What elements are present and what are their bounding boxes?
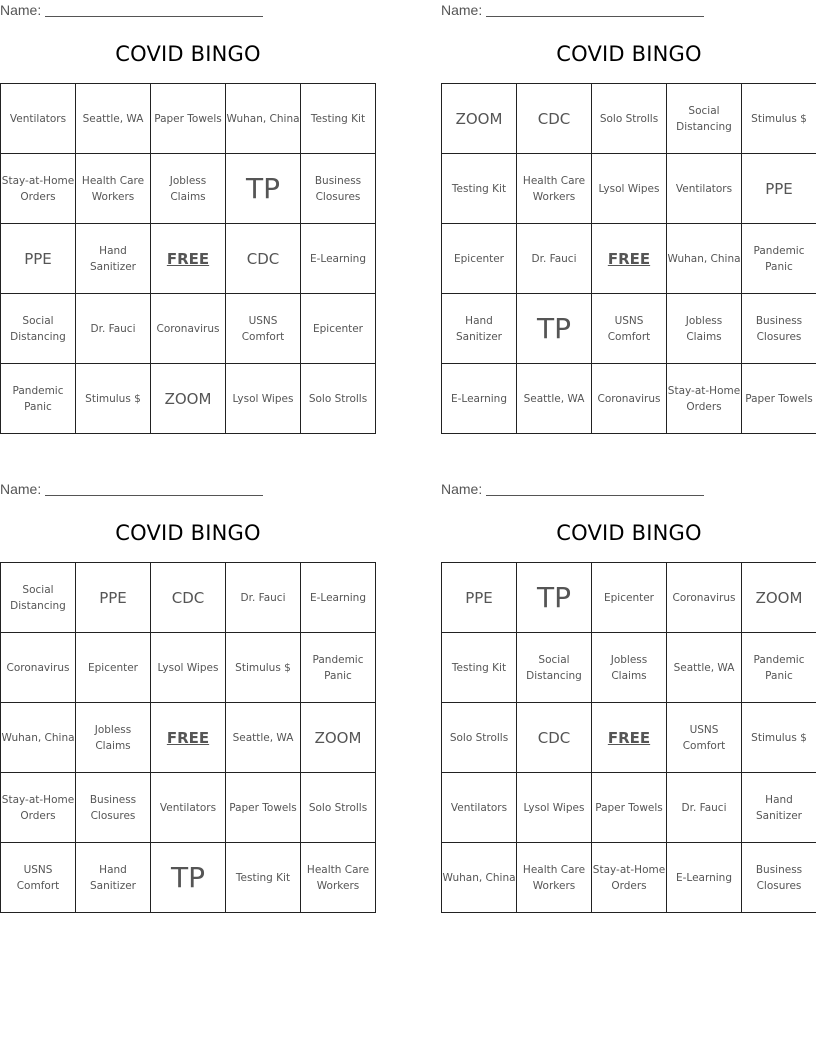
name-label: Name: <box>0 2 42 18</box>
bingo-cell[interactable]: PPE <box>742 154 816 224</box>
grid-row <box>442 563 816 633</box>
bingo-cell[interactable]: Lysol Wipes <box>226 364 301 434</box>
bingo-cell[interactable]: Lysol Wipes <box>517 773 592 843</box>
bingo-cell[interactable]: Solo Strolls <box>592 84 667 154</box>
bingo-cell[interactable]: Ventilators <box>151 773 226 843</box>
bingo-cell[interactable]: Jobless Claims <box>76 703 151 773</box>
bingo-cell[interactable]: PPE <box>76 563 151 633</box>
bingo-cell[interactable]: Dr. Fauci <box>517 224 592 294</box>
bingo-cell[interactable]: Seattle, WA <box>76 84 151 154</box>
name-underline[interactable] <box>486 2 704 17</box>
card-title: COVID BINGO <box>115 521 261 545</box>
bingo-cell[interactable]: E-Learning <box>301 224 376 294</box>
bingo-cell[interactable]: TP <box>517 563 592 633</box>
bingo-cell[interactable]: Epicenter <box>442 224 517 294</box>
name-underline[interactable] <box>45 2 263 17</box>
bingo-grid <box>441 83 816 434</box>
bingo-cell[interactable]: Stimulus $ <box>742 84 816 154</box>
bingo-cell[interactable]: Epicenter <box>76 633 151 703</box>
grid-row <box>442 633 816 703</box>
free-space-cell[interactable]: FREE <box>151 224 226 294</box>
free-space-cell[interactable]: FREE <box>151 703 226 773</box>
bingo-cell[interactable]: USNS Comfort <box>226 294 301 364</box>
bingo-cell[interactable]: Pandemic Panic <box>742 224 816 294</box>
bingo-cell[interactable]: Wuhan, China <box>667 224 742 294</box>
grid-row <box>442 84 816 154</box>
bingo-cell[interactable]: Social Distancing <box>517 633 592 703</box>
grid-row <box>1 843 376 913</box>
bingo-cell[interactable]: ZOOM <box>301 703 376 773</box>
grid-row <box>1 154 376 224</box>
bingo-cell[interactable]: Ventilators <box>1 84 76 154</box>
bingo-grid <box>0 562 376 913</box>
bingo-card-4 <box>441 479 816 919</box>
bingo-cell[interactable]: Stimulus $ <box>742 703 816 773</box>
bingo-cell[interactable]: Testing Kit <box>226 843 301 913</box>
bingo-cell[interactable]: Hand Sanitizer <box>442 294 517 364</box>
bingo-cell[interactable]: Dr. Fauci <box>226 563 301 633</box>
grid-row <box>1 703 376 773</box>
bingo-cell[interactable]: Stay-at-Home Orders <box>1 773 76 843</box>
card-title: COVID BINGO <box>556 521 702 545</box>
bingo-cell[interactable]: Seattle, WA <box>517 364 592 434</box>
bingo-cell[interactable]: Paper Towels <box>151 84 226 154</box>
bingo-cell[interactable]: Business Closures <box>76 773 151 843</box>
bingo-cell[interactable]: Stay-at-Home Orders <box>1 154 76 224</box>
bingo-cell[interactable]: Coronavirus <box>151 294 226 364</box>
bingo-cell[interactable]: Seattle, WA <box>667 633 742 703</box>
bingo-cell[interactable]: Dr. Fauci <box>76 294 151 364</box>
bingo-cell[interactable]: E-Learning <box>442 364 517 434</box>
bingo-cell[interactable]: CDC <box>517 703 592 773</box>
bingo-cell[interactable]: Jobless Claims <box>667 294 742 364</box>
bingo-cell[interactable]: Lysol Wipes <box>151 633 226 703</box>
bingo-card-2 <box>441 0 816 440</box>
name-label: Name: <box>441 2 483 18</box>
bingo-cell[interactable]: Wuhan, China <box>1 703 76 773</box>
bingo-cell[interactable]: ZOOM <box>151 364 226 434</box>
bingo-cell[interactable]: PPE <box>1 224 76 294</box>
bingo-grid <box>0 83 376 434</box>
bingo-cell[interactable]: E-Learning <box>301 563 376 633</box>
bingo-cell[interactable]: Lysol Wipes <box>592 154 667 224</box>
bingo-cell[interactable]: Pandemic Panic <box>742 633 816 703</box>
bingo-cell[interactable]: Business Closures <box>301 154 376 224</box>
bingo-cell[interactable]: Paper Towels <box>742 364 816 434</box>
bingo-cell[interactable]: Hand Sanitizer <box>742 773 816 843</box>
bingo-cell[interactable]: Health Care Workers <box>517 154 592 224</box>
bingo-cell[interactable]: Epicenter <box>301 294 376 364</box>
bingo-cell[interactable]: Testing Kit <box>442 154 517 224</box>
bingo-cell[interactable]: TP <box>226 154 301 224</box>
bingo-cell[interactable]: Coronavirus <box>1 633 76 703</box>
free-space-cell[interactable]: FREE <box>592 224 667 294</box>
bingo-cell[interactable]: Pandemic Panic <box>301 633 376 703</box>
bingo-cell[interactable]: Stay-at-Home Orders <box>667 364 742 434</box>
name-field[interactable] <box>441 2 704 20</box>
grid-row <box>442 773 816 843</box>
bingo-cell[interactable]: CDC <box>226 224 301 294</box>
bingo-cell[interactable]: Jobless Claims <box>151 154 226 224</box>
bingo-cell[interactable]: Pandemic Panic <box>1 364 76 434</box>
name-field[interactable] <box>0 2 263 20</box>
bingo-cell[interactable]: Solo Strolls <box>301 773 376 843</box>
bingo-cell[interactable]: Social Distancing <box>667 84 742 154</box>
bingo-cell[interactable]: Health Care Workers <box>301 843 376 913</box>
bingo-cell[interactable]: Wuhan, China <box>442 843 517 913</box>
name-label: Name: <box>441 481 483 497</box>
bingo-cell[interactable]: Hand Sanitizer <box>76 224 151 294</box>
bingo-card-3 <box>0 479 376 919</box>
grid-row <box>442 843 816 913</box>
bingo-cell[interactable]: Seattle, WA <box>226 703 301 773</box>
bingo-cell[interactable]: Business Closures <box>742 843 816 913</box>
name-label: Name: <box>0 481 42 497</box>
grid-row <box>1 84 376 154</box>
grid-row <box>1 633 376 703</box>
grid-row <box>1 364 376 434</box>
bingo-cell[interactable]: ZOOM <box>442 84 517 154</box>
grid-row <box>1 563 376 633</box>
bingo-cell[interactable]: Social Distancing <box>1 294 76 364</box>
bingo-cell[interactable]: Coronavirus <box>667 563 742 633</box>
bingo-cell[interactable]: Hand Sanitizer <box>76 843 151 913</box>
bingo-cell[interactable]: Business Closures <box>742 294 816 364</box>
bingo-cell[interactable]: Jobless Claims <box>592 633 667 703</box>
bingo-cell[interactable]: Stimulus $ <box>226 633 301 703</box>
bingo-cell[interactable]: TP <box>517 294 592 364</box>
bingo-cell[interactable]: Epicenter <box>592 563 667 633</box>
bingo-cell[interactable]: Wuhan, China <box>226 84 301 154</box>
grid-row <box>442 364 816 434</box>
bingo-cell[interactable]: PPE <box>442 563 517 633</box>
bingo-grid <box>441 562 816 913</box>
name-field[interactable] <box>441 481 704 499</box>
bingo-cell[interactable]: Coronavirus <box>592 364 667 434</box>
bingo-cell[interactable]: Paper Towels <box>592 773 667 843</box>
bingo-cell[interactable]: E-Learning <box>667 843 742 913</box>
bingo-cell[interactable]: CDC <box>517 84 592 154</box>
bingo-cell[interactable]: TP <box>151 843 226 913</box>
grid-row <box>442 294 816 364</box>
grid-row <box>442 703 816 773</box>
bingo-cell[interactable]: USNS Comfort <box>667 703 742 773</box>
bingo-cell[interactable]: Ventilators <box>442 773 517 843</box>
bingo-cell[interactable]: Stimulus $ <box>76 364 151 434</box>
card-title: COVID BINGO <box>115 42 261 66</box>
bingo-cell[interactable]: ZOOM <box>742 563 816 633</box>
free-space-cell[interactable]: FREE <box>592 703 667 773</box>
grid-row <box>1 224 376 294</box>
bingo-cell[interactable]: USNS Comfort <box>1 843 76 913</box>
card-title: COVID BINGO <box>556 42 702 66</box>
name-underline[interactable] <box>486 481 704 496</box>
bingo-cell[interactable]: USNS Comfort <box>592 294 667 364</box>
bingo-cell[interactable]: Paper Towels <box>226 773 301 843</box>
grid-row <box>442 154 816 224</box>
bingo-cell[interactable]: Testing Kit <box>301 84 376 154</box>
grid-row <box>1 773 376 843</box>
bingo-cell[interactable]: Testing Kit <box>442 633 517 703</box>
bingo-cell[interactable]: CDC <box>151 563 226 633</box>
bingo-cell[interactable]: Solo Strolls <box>301 364 376 434</box>
bingo-cell[interactable]: Social Distancing <box>1 563 76 633</box>
bingo-cell[interactable]: Stay-at-Home Orders <box>592 843 667 913</box>
grid-row <box>442 224 816 294</box>
bingo-cell[interactable]: Solo Strolls <box>442 703 517 773</box>
bingo-cell[interactable]: Health Care Workers <box>517 843 592 913</box>
name-field[interactable] <box>0 481 263 499</box>
bingo-cell[interactable]: Dr. Fauci <box>667 773 742 843</box>
grid-row <box>1 294 376 364</box>
bingo-cell[interactable]: Health Care Workers <box>76 154 151 224</box>
bingo-cell[interactable]: Ventilators <box>667 154 742 224</box>
name-underline[interactable] <box>45 481 263 496</box>
bingo-card-1 <box>0 0 376 440</box>
